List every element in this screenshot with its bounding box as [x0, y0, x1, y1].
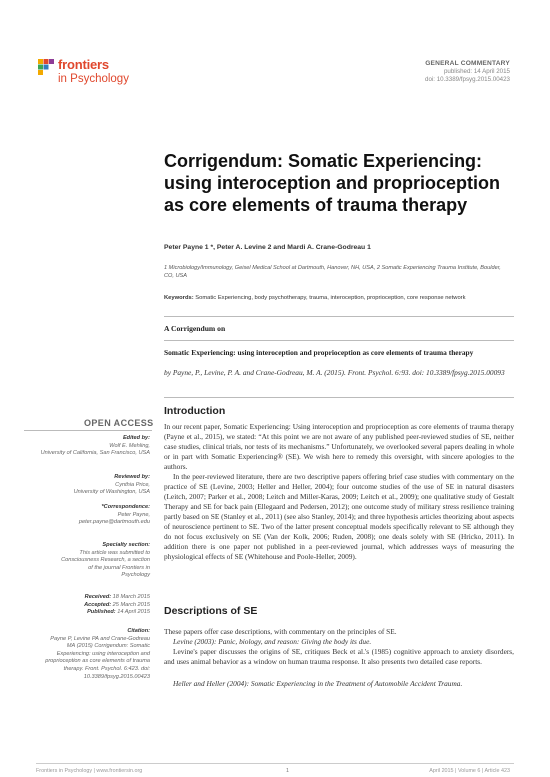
published-date-side: 14 April 2015	[117, 609, 150, 616]
page-title: Corrigendum: Somatic Experiencing: using interoception and proprioception as core elements of trauma therapy	[164, 151, 500, 215]
authors: Peter Payne 1 *, Peter A. Levine 2 and Mardi A. Crane-Godreau 1	[164, 244, 371, 251]
journal-name: in Psychology	[58, 73, 129, 85]
desc-paragraph-1: These papers offer case descriptions, with commentary on the principles of SE.	[164, 627, 397, 636]
article-header-info	[425, 60, 510, 84]
journal-brand: frontiers	[58, 57, 109, 72]
received-date: 18 March 2015	[112, 594, 150, 600]
accepted-label: Accepted:	[84, 601, 112, 608]
received-label: Received:	[84, 594, 112, 600]
dates	[20, 594, 150, 617]
footer-issue: April 2015 | Volume 6 | Article 423	[429, 768, 510, 774]
divider	[164, 316, 514, 317]
original-article-title[interactable]: Somatic Experiencing: using interoception and proprioception as core elements of trauma therapy	[164, 348, 474, 357]
keywords	[164, 294, 509, 302]
journal-logo	[38, 57, 148, 91]
footer-divider	[36, 763, 514, 764]
desc-paragraph-2: Levine (2003): Panic, biology, and reason: Giving the body its due.	[173, 637, 372, 646]
article-type: GENERAL COMMENTARY	[425, 60, 510, 67]
editor-affiliation: University of California, San Francisco, USA	[40, 450, 150, 457]
citation	[20, 628, 150, 681]
corrigendum-label: A Corrigendum on	[164, 324, 226, 333]
divider	[164, 340, 514, 341]
keywords-label: Keywords:	[164, 295, 194, 301]
affiliations: 1 Microbiology/Immunology, Geisel Medical School at Dartmouth, Hanover, NH, USA, 2 Somatic Experiencing Trauma Institute, Boulder, CO, USA	[164, 265, 501, 279]
edited-label: Edited by:	[122, 435, 150, 441]
reviewed-label: Reviewed by:	[114, 474, 150, 480]
specialty-label: Specialty section:	[102, 542, 150, 548]
footer-journal[interactable]: Frontiers in Psychology | www.frontiersin.org	[36, 768, 143, 774]
divider	[24, 430, 152, 431]
citation-label: Citation:	[127, 628, 150, 634]
page-number: 1	[286, 768, 289, 774]
reviewer-name: Cynthia Price,	[115, 481, 150, 488]
specialty-text: This article was submitted to Consciousness Research, a section of the journal Frontiers in Psychology	[61, 549, 150, 579]
divider	[164, 397, 514, 398]
specialty-section	[20, 542, 150, 580]
intro-paragraph-2: In the peer-reviewed literature, there are two descriptive papers offering brief case studies with commentary on the practice of SE (Levine, 2003; Heller and Heller, 2004); four outcome studies of the use of SE in natural disasters (Leitch, 2007; Parker et al., 2008; Leitch and Miller-Karas, 2009; Leitch et al., 2009); one qualitative study of Gestalt Therapy and SE for back pain (Ellegaard and Pedersen, 2012); one outcome study of military stress resilience training partly based on SE (Stanley et al., 2011) (see also Stanley, 2014); and three hypothesis articles theorizing about aspects of neuroscience pertinent to SE. Two of the latter present conceptual models specifically relevant to SE although they do not focus exclusively on SE (Van der Kolk, 2006; Ruden, 2008); one deals solely with SE (Hricko, 2011). In addition there is one paper not published in a peer-reviewed journal, which addresses ways of measuring the physiological effects of SE (Whitehouse and Poole-Heller, 2009).	[164, 472, 514, 561]
reviewed-by	[20, 474, 150, 497]
open-access-label: OPEN ACCESS	[84, 418, 154, 428]
descriptions-heading: Descriptions of SE	[164, 605, 258, 617]
correspondence-email[interactable]: peter.payne@dartmouth.edu	[78, 519, 150, 526]
editor-name: Wolf E. Mehling,	[109, 442, 150, 449]
edited-by	[20, 435, 150, 458]
keywords-text: Somatic Experiencing, body psychotherapy, trauma, interoception, proprioception, core response network	[195, 295, 466, 301]
desc-paragraph-3: Levine's paper discusses the origins of SE, critiques Beck et al.'s (1985) cognitive approach to anxiety disorders, and uses animal behavior as a window on human trauma response. It also presents two detailed case reports.	[164, 647, 514, 666]
desc-paragraph-4: Heller and Heller (2004): Somatic Experiencing in the Treatment of Automobile Accident Trauma.	[173, 679, 463, 688]
correspondence-name: Peter Payne,	[117, 511, 150, 518]
intro-paragraph-1: In our recent paper, Somatic Experiencing: Using interoception and proprioception as core elements of trauma therapy (Payne et al., 2015), we stated: “At this point we are not aware of any published peer-reviewed studies of SE, neither case studies, clinical trials, nor tests of its mechanisms.” Unfortunately, we overlooked several papers dealing in whole or in part with Somatic Experiencing® (SE). We wish here to remedy this oversight, with sincere apologies to the authors.	[164, 422, 514, 471]
original-article-citation: by Payne, P., Levine, P. A. and Crane-Godreau, M. A. (2015). Front. Psychol. 6:93. doi: 10.3389/fpsyg.2015.00093	[164, 368, 505, 377]
correspondence-label: *Correspondence:	[101, 504, 150, 510]
citation-text: Payne P, Levine PA and Crane-Godreau MA (2015) Corrigendum: Somatic Experiencing: using interoception and proprioception as core elements of trauma therapy. Front. Psychol. 6:423. doi: 10.3389/fpsyg.2015.00423	[45, 635, 150, 680]
accepted-date: 25 March 2015	[112, 601, 150, 608]
correspondence	[20, 504, 150, 527]
reviewer-affiliation: University of Washington, USA	[73, 489, 150, 496]
intro-heading: Introduction	[164, 405, 226, 417]
published-label: Published:	[87, 609, 116, 616]
published-date: published: 14 April 2015	[443, 68, 510, 75]
article-doi[interactable]: doi: 10.3389/fpsyg.2015.00423	[425, 76, 510, 83]
frontiers-logo-icon	[38, 59, 54, 75]
